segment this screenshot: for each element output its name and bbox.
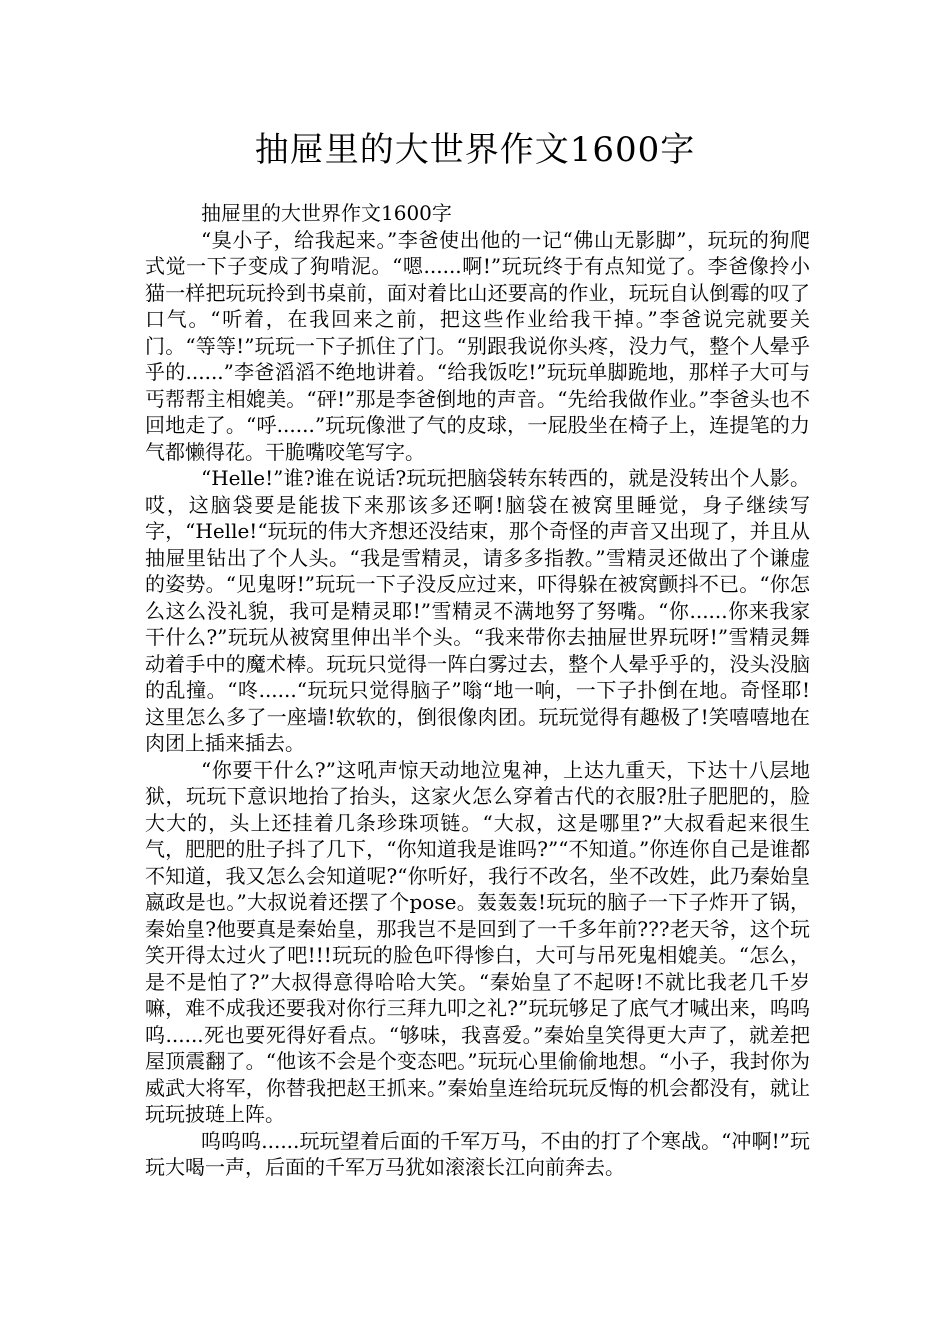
document-body — [145, 200, 810, 1181]
paragraph: “Helle!”谁?谁在说话?玩玩把脑袋转东转西的，就是没转出个人影。哎，这脑袋要是能拔下来那该多还啊!脑袋在被窝里睡觉，身子继续写字，“Helle!“玩玩的伟大齐想还没结束，那个奇怪的声音又出现了，并且从抽屉里钻出了个人头。“我是雪精灵，请多多指教。”雪精灵还做出了个谦虚的姿势。“见鬼呀!”玩玩一下子没反应过来，吓得躲在被窝颤抖不已。“你怎么这么没礼貌，我可是精灵耶!”雪精灵不满地努了努嘴。“你......你来我家干什么?”玩玩从被窝里伸出半个头。“我来带你去抽屉世界玩呀!”雪精灵舞动着手中的魔术棒。玩玩只觉得一阵白雾过去，整个人晕乎乎的，没头没脑的乱撞。“咚......“玩玩只觉得脑子”嗡“地一响，一下子扑倒在地。奇怪耶!这里怎么多了一座墙!软软的，倒很像肉团。玩玩觉得有趣极了!笑嘻嘻地在肉团上插来插去。 — [145, 466, 810, 755]
paragraph: “臭小子，给我起来。”李爸使出他的一记“佛山无影脚”，玩玩的狗爬式觉一下子变成了狗啃泥。“嗯......啊!”玩玩终于有点知觉了。李爸像拎小猫一样把玩玩拎到书桌前，面对着比山还要高的作业，玩玩自认倒霉的叹了口气。“听着，在我回来之前，把这些作业给我干掉。”李爸说完就要关门。“等等!”玩玩一下子抓住了门。“别跟我说你头疼，没力气，整个人晕乎乎的......”李爸滔滔不绝地讲着。“给我饭吃!”玩玩单脚跪地，那样子大可与丐帮帮主相媲美。“砰!”那是李爸倒地的声音。“先给我做作业。”李爸头也不回地走了。“呼......”玩玩像泄了气的皮球，一屁股坐在椅子上，连提笔的力气都懒得花。干脆嘴咬笔写字。 — [145, 227, 810, 464]
paragraph-subtitle: 抽屉里的大世界作文1600字 — [201, 201, 452, 225]
paragraph: 呜呜呜......玩玩望着后面的千军万马，不由的打了个寒战。“冲啊!”玩玩大喝一声，后面的千军万马犹如滚滚长江向前奔去。 — [145, 1128, 810, 1179]
paragraph: “你要干什么?”这吼声惊天动地泣鬼神，上达九重天，下达十八层地狱，玩玩下意识地抬了抬头，这家火怎么穿着古代的衣服?肚子肥肥的，脸大大的，头上还挂着几条珍珠项链。“大叔，这是哪里?”大叔看起来很生气，肥肥的肚子抖了几下，“你知道我是谁吗?”“不知道。”你连你自己是谁都不知道，我又怎么会知道呢?“你听好，我行不改名，坐不改姓，此乃秦始皇嬴政是也。”大叔说着还摆了个pose。轰轰轰!玩玩的脑子一下子炸开了锅，秦始皇?他要真是秦始皇，那我岂不是回到了一千多年前???老天爷，这个玩笑开得太过火了吧!!!玩玩的脸色吓得惨白，大可与吊死鬼相媲美。“怎么，是不是怕了?”大叔得意得哈哈大笑。“秦始皇了不起呀!不就比我老几千岁嘛，难不成我还要我对你行三拜九叩之礼?”玩玩够足了底气才喊出来，呜呜呜......死也要死得好看点。“够味，我喜爱。”秦始皇笑得更大声了，就差把屋顶震翻了。“他该不会是个变态吧。”玩玩心里偷偷地想。“小子，我封你为威武大将军，你替我把赵王抓来。”秦始皇连给玩玩反悔的机会都没有，就让玩玩披琏上阵。 — [145, 757, 810, 1126]
document-title: 抽屉里的大世界作文1600字 — [254, 130, 696, 170]
